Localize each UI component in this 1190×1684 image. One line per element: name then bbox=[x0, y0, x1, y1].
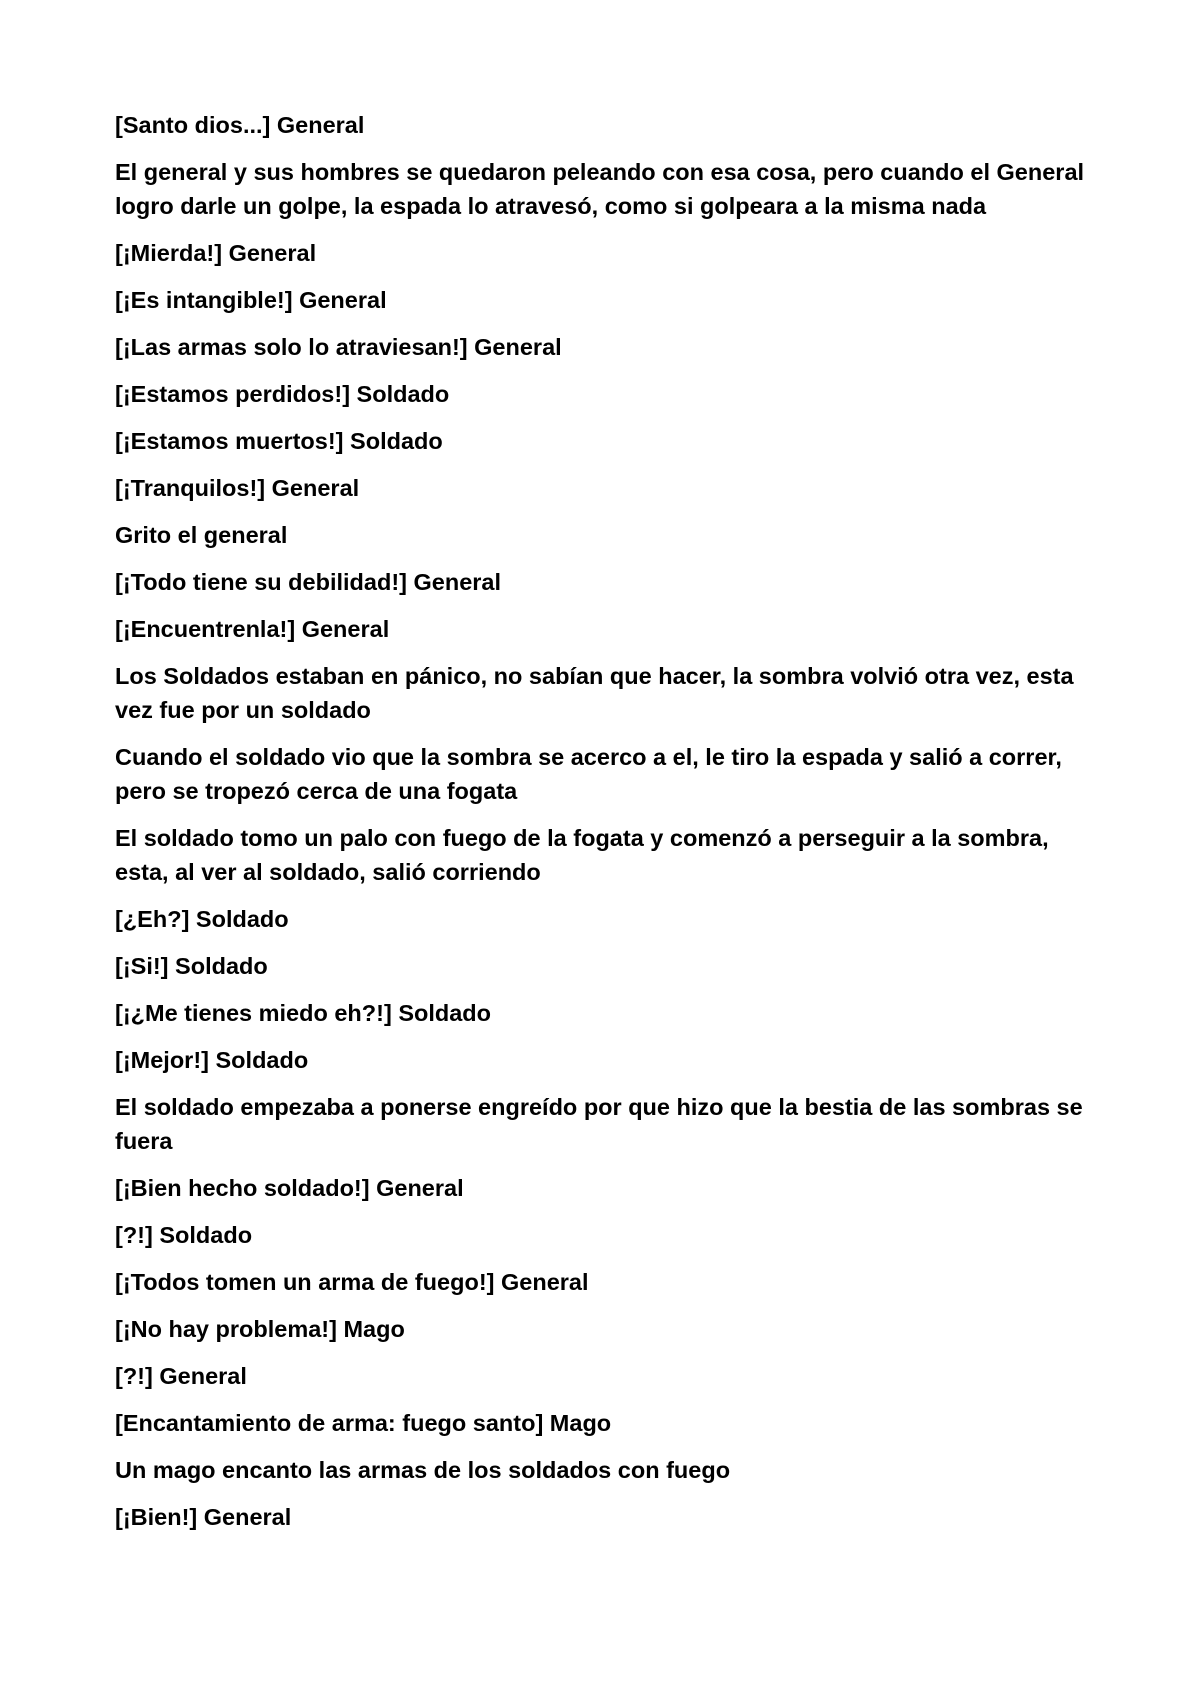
paragraph: [¡Bien!] General bbox=[115, 1504, 292, 1530]
paragraph: Los Soldados estaban en pánico, no sabían que hacer, la sombra volvió otra vez, esta vez fue por un soldado bbox=[115, 663, 1074, 723]
paragraph: Cuando el soldado vio que la sombra se acerco a el, le tiro la espada y salió a correr, pero se tropezó cerca de una fogata bbox=[115, 744, 1062, 804]
paragraph: [¡Todos tomen un arma de fuego!] General bbox=[115, 1269, 589, 1295]
paragraph: Grito el general bbox=[115, 522, 288, 548]
paragraph: [?!] Soldado bbox=[115, 1222, 253, 1248]
paragraph: El soldado empezaba a ponerse engreído por que hizo que la bestia de las sombras se fuera bbox=[115, 1094, 1083, 1154]
paragraph: [¡Es intangible!] General bbox=[115, 287, 387, 313]
paragraph: [¡¿Me tienes miedo eh?!] Soldado bbox=[115, 1000, 492, 1026]
paragraph: [¡Estamos muertos!] Soldado bbox=[115, 428, 443, 454]
paragraph: [?!] General bbox=[115, 1363, 247, 1389]
paragraph: [¡Todo tiene su debilidad!] General bbox=[115, 569, 502, 595]
paragraph: [Santo dios...] General bbox=[115, 112, 365, 138]
paragraph: [¡No hay problema!] Mago bbox=[115, 1316, 405, 1342]
paragraph: [¡Estamos perdidos!] Soldado bbox=[115, 381, 450, 407]
paragraph: [¡Mejor!] Soldado bbox=[115, 1047, 309, 1073]
paragraph: [Encantamiento de arma: fuego santo] Mago bbox=[115, 1410, 612, 1436]
paragraph: Un mago encanto las armas de los soldados con fuego bbox=[115, 1457, 731, 1483]
paragraph: [¡Mierda!] General bbox=[115, 240, 317, 266]
paragraph: [¡Encuentrenla!] General bbox=[115, 616, 390, 642]
paragraph: [¡Si!] Soldado bbox=[115, 953, 268, 979]
document-body bbox=[115, 108, 1085, 1547]
paragraph: [¡Las armas solo lo atraviesan!] General bbox=[115, 334, 562, 360]
paragraph: [¿Eh?] Soldado bbox=[115, 906, 289, 932]
paragraph: [¡Tranquilos!] General bbox=[115, 475, 360, 501]
paragraph: El general y sus hombres se quedaron peleando con esa cosa, pero cuando el General logro darle un golpe, la espada lo atravesó, como si golpeara a la misma nada bbox=[115, 159, 1085, 219]
paragraph: [¡Bien hecho soldado!] General bbox=[115, 1175, 464, 1201]
paragraph: El soldado tomo un palo con fuego de la fogata y comenzó a perseguir a la sombra, esta, al ver al soldado, salió corriendo bbox=[115, 825, 1049, 885]
